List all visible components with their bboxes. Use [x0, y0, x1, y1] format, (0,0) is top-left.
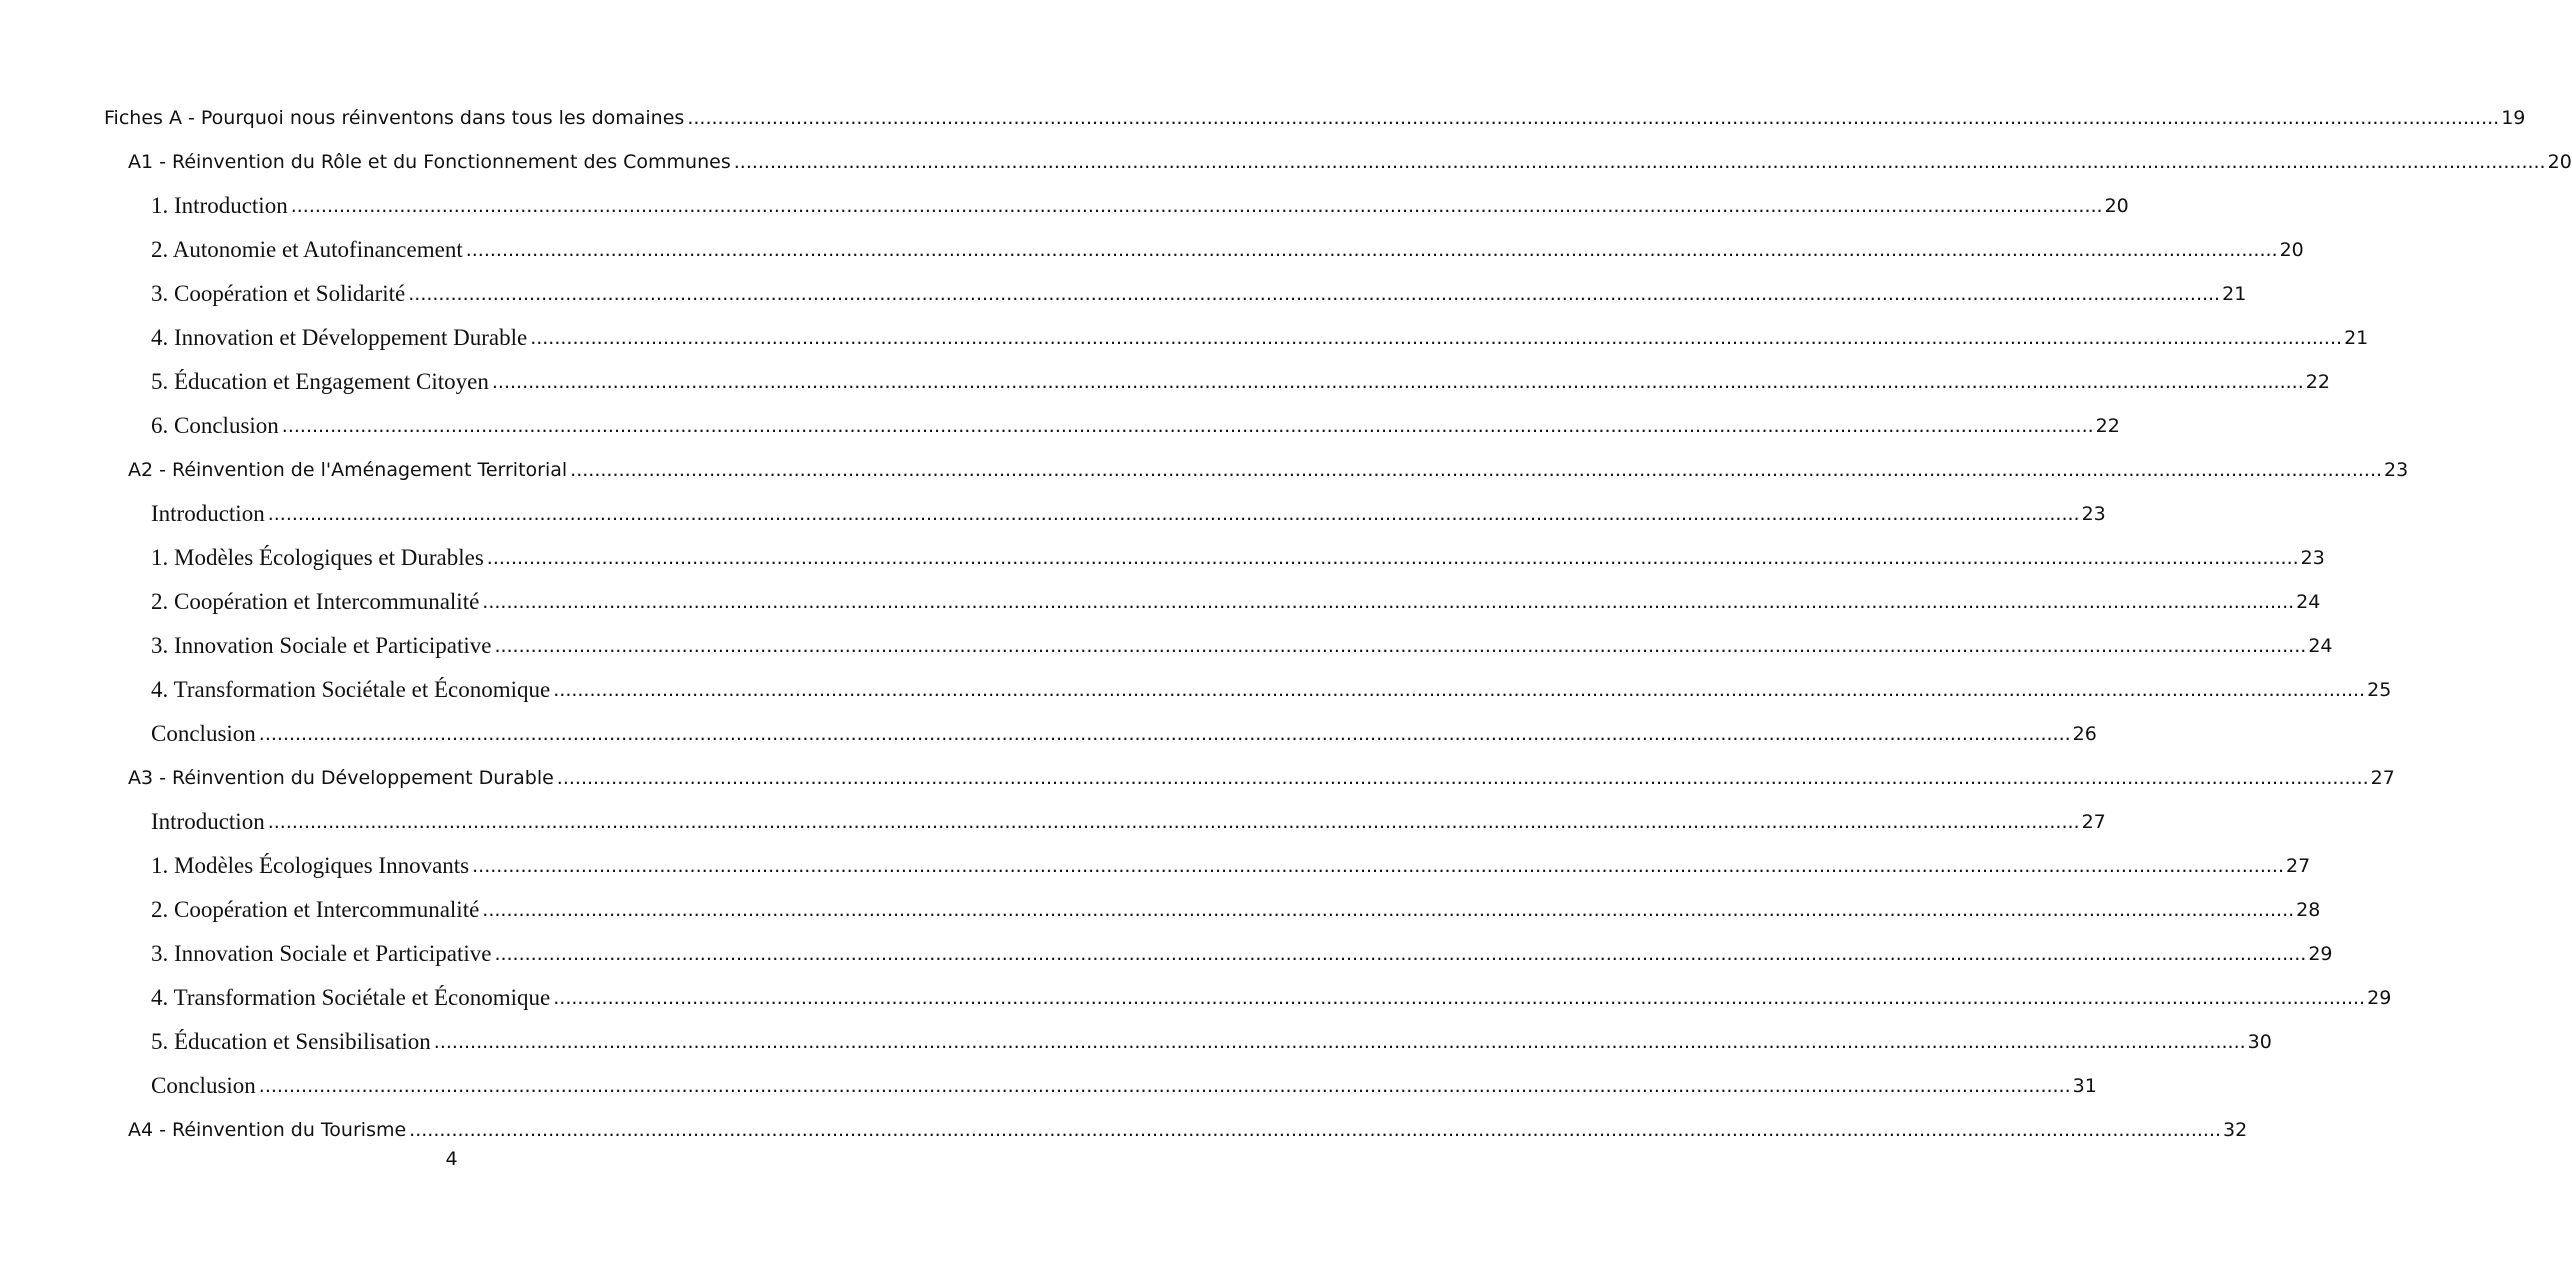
toc-entry-page: 22	[2095, 415, 2120, 437]
toc-entry[interactable]	[0, 844, 2311, 888]
toc-entry[interactable]	[0, 448, 2409, 492]
toc-entry-page: 20	[2279, 239, 2304, 261]
toc-entry[interactable]	[0, 96, 2526, 140]
toc-dot-leader: ............................................................................................................................................................................................................................................................................................................	[570, 458, 2383, 481]
toc-entry-title: A2 - Réinvention de l'Aménagement Territorial	[128, 459, 568, 481]
toc-entry-title: 3. Coopération et Solidarité	[151, 281, 406, 306]
toc-dot-leader: ............................................................................................................................................................................................................................................................................................................	[409, 1118, 2222, 1141]
toc-dot-leader: ............................................................................................................................................................................................................................................................................................................	[733, 150, 2546, 173]
toc-entry-page: 27	[2286, 855, 2311, 877]
toc-entry-page: 27	[2081, 811, 2106, 833]
toc-dot-leader: ............................................................................................................................................................................................................................................................................................................	[281, 414, 2094, 437]
toc-entry-page: 32	[2223, 1119, 2248, 1141]
toc-entry-page: 29	[2308, 943, 2333, 965]
toc-entry-title: A1 - Réinvention du Rôle et du Fonctionnement des Communes	[128, 151, 731, 173]
toc-dot-leader: ............................................................................................................................................................................................................................................................................................................	[553, 678, 2366, 701]
toc-entry[interactable]	[0, 800, 2106, 844]
toc-entry-page: 19	[2501, 107, 2526, 129]
toc-dot-leader: ............................................................................................................................................................................................................................................................................................................	[482, 590, 2295, 613]
toc-entry-title: 1. Introduction	[151, 193, 288, 218]
toc-entry-page: 22	[2305, 371, 2330, 393]
toc-entry[interactable]	[0, 404, 2120, 448]
toc-entry[interactable]	[0, 668, 2392, 712]
toc-dot-leader: ............................................................................................................................................................................................................................................................................................................	[258, 722, 2071, 745]
toc-entry-title: 5. Éducation et Sensibilisation	[151, 1029, 431, 1054]
toc-entry-title: 2. Coopération et Intercommunalité	[151, 897, 480, 922]
toc-entry-title: 4. Transformation Sociétale et Économique	[151, 677, 551, 702]
toc-entry[interactable]	[0, 624, 2333, 668]
toc-entry-page: 29	[2367, 987, 2392, 1009]
toc-dot-leader: ............................................................................................................................................................................................................................................................................................................	[530, 326, 2343, 349]
toc-entry-title: Introduction	[151, 501, 265, 526]
toc-dot-leader: ............................................................................................................................................................................................................................................................................................................	[556, 766, 2369, 789]
toc-dot-leader: ............................................................................................................................................................................................................................................................................................................	[267, 502, 2080, 525]
toc-entry-title: Conclusion	[151, 1073, 256, 1098]
toc-entry-title: 4. Transformation Sociétale et Économique	[151, 985, 551, 1010]
toc-entry[interactable]	[0, 228, 2304, 272]
toc-dot-leader: ............................................................................................................................................................................................................................................................................................................	[258, 1074, 2071, 1097]
toc-dot-leader: ............................................................................................................................................................................................................................................................................................................	[482, 898, 2295, 921]
toc-entry-page: 23	[2300, 547, 2325, 569]
toc-entry[interactable]	[0, 184, 2129, 228]
toc-entry-page: 21	[2222, 283, 2247, 305]
toc-entry[interactable]	[0, 360, 2330, 404]
toc-entry-page: 23	[2081, 503, 2106, 525]
toc-entry[interactable]	[0, 1108, 2248, 1152]
toc-dot-leader: ............................................................................................................................................................................................................................................................................................................	[408, 282, 2221, 305]
toc-entry[interactable]	[0, 580, 2321, 624]
toc-entry-page: 24	[2308, 635, 2333, 657]
toc-entry-page: 31	[2072, 1075, 2097, 1097]
toc-dot-leader: ............................................................................................................................................................................................................................................................................................................	[687, 106, 2500, 129]
toc-dot-leader: ............................................................................................................................................................................................................................................................................................................	[290, 194, 2103, 217]
toc-entry-title: Introduction	[151, 809, 265, 834]
toc-entry-title: 6. Conclusion	[151, 413, 279, 438]
table-of-contents	[0, 96, 2572, 1152]
toc-entry-page: 20	[2547, 151, 2572, 173]
toc-dot-leader: ............................................................................................................................................................................................................................................................................................................	[486, 546, 2299, 569]
toc-entry[interactable]	[0, 140, 2572, 184]
toc-dot-leader: ............................................................................................................................................................................................................................................................................................................	[491, 370, 2304, 393]
toc-dot-leader: ............................................................................................................................................................................................................................................................................................................	[267, 810, 2080, 833]
toc-entry-title: 1. Modèles Écologiques et Durables	[151, 545, 484, 570]
toc-entry[interactable]	[0, 932, 2333, 976]
toc-entry-page: 28	[2296, 899, 2321, 921]
toc-dot-leader: ............................................................................................................................................................................................................................................................................................................	[553, 986, 2366, 1009]
toc-entry-title: 5. Éducation et Engagement Citoyen	[151, 369, 489, 394]
toc-entry[interactable]	[0, 1064, 2097, 1108]
toc-entry-page: 26	[2072, 723, 2097, 745]
toc-entry-title: A4 - Réinvention du Tourisme	[128, 1119, 407, 1141]
toc-entry[interactable]	[0, 536, 2325, 580]
toc-entry-title: 3. Innovation Sociale et Participative	[151, 941, 492, 966]
toc-dot-leader: ............................................................................................................................................................................................................................................................................................................	[472, 854, 2284, 877]
toc-entry-title: Conclusion	[151, 721, 256, 746]
toc-entry-page: 24	[2296, 591, 2321, 613]
toc-entry-page: 27	[2370, 767, 2395, 789]
toc-entry[interactable]	[0, 756, 2395, 800]
toc-entry-title: Fiches A - Pourquoi nous réinventons dans tous les domaines	[104, 107, 685, 129]
toc-dot-leader: ............................................................................................................................................................................................................................................................................................................	[465, 238, 2278, 261]
toc-entry-title: A3 - Réinvention du Développement Durable	[128, 767, 554, 789]
toc-dot-leader: ............................................................................................................................................................................................................................................................................................................	[494, 942, 2307, 965]
toc-entry-page: 30	[2247, 1031, 2272, 1053]
toc-entry[interactable]	[0, 1020, 2272, 1064]
toc-entry-title: 2. Autonomie et Autofinancement	[151, 237, 463, 262]
toc-dot-leader: ............................................................................................................................................................................................................................................................................................................	[433, 1030, 2246, 1053]
toc-entry-page: 20	[2104, 195, 2129, 217]
toc-entry-title: 2. Coopération et Intercommunalité	[151, 589, 480, 614]
toc-entry[interactable]	[0, 712, 2097, 756]
toc-entry-title: 4. Innovation et Développement Durable	[151, 325, 528, 350]
toc-entry-title: 1. Modèles Écologiques Innovants	[151, 853, 470, 878]
toc-dot-leader: ............................................................................................................................................................................................................................................................................................................	[494, 634, 2307, 657]
toc-entry-title: 3. Innovation Sociale et Participative	[151, 633, 492, 658]
toc-entry[interactable]	[0, 976, 2392, 1020]
toc-entry[interactable]	[0, 492, 2106, 536]
toc-entry[interactable]	[0, 272, 2247, 316]
toc-entry-page: 25	[2367, 679, 2392, 701]
toc-entry-page: 23	[2384, 459, 2409, 481]
page-number: 4	[445, 1148, 458, 1170]
toc-entry-page: 21	[2344, 327, 2369, 349]
toc-entry[interactable]	[0, 888, 2321, 932]
toc-entry[interactable]	[0, 316, 2369, 360]
